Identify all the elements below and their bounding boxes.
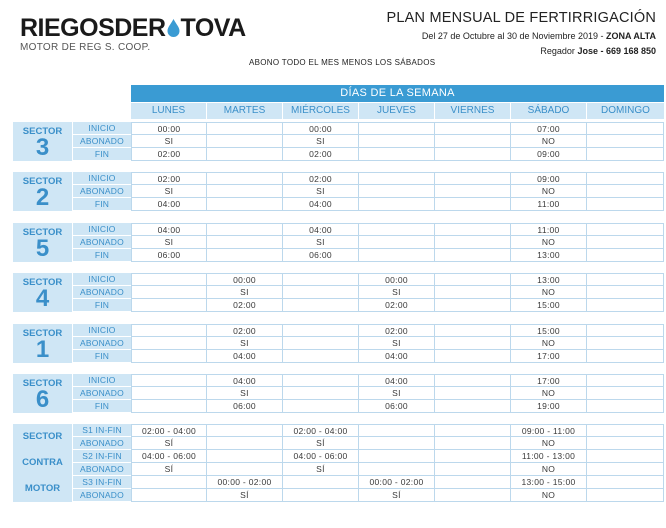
schedule-cell bbox=[435, 324, 511, 337]
row-label: FIN bbox=[73, 148, 131, 161]
schedule-cell: NO bbox=[511, 387, 587, 400]
schedule-cell bbox=[283, 273, 359, 286]
row-label: FIN bbox=[73, 198, 131, 211]
row-label: FIN bbox=[73, 299, 131, 312]
schedule-cell bbox=[587, 437, 664, 450]
bottom-cells bbox=[131, 424, 664, 502]
schedule-cell bbox=[587, 450, 664, 463]
schedule-cell bbox=[435, 198, 511, 211]
schedule-cell bbox=[435, 236, 511, 249]
schedule-cell: SÍ bbox=[131, 437, 207, 450]
schedule-cell: 11:00 bbox=[511, 223, 587, 236]
sector-badge bbox=[13, 374, 72, 413]
row-label: INICIO bbox=[73, 324, 131, 337]
schedule-cell bbox=[207, 135, 283, 148]
schedule-cell: 04:00 bbox=[207, 374, 283, 387]
schedule-cell bbox=[207, 437, 283, 450]
sector-badge bbox=[13, 223, 72, 262]
sector-cells bbox=[131, 172, 664, 211]
row-label: ABONADO bbox=[73, 489, 131, 502]
schedule-cell bbox=[587, 400, 664, 413]
row-labels bbox=[73, 172, 131, 211]
schedule-cell: 06:00 bbox=[359, 400, 435, 413]
sector-label: SECTOR bbox=[22, 328, 63, 339]
schedule-cell bbox=[435, 135, 511, 148]
schedule-cell bbox=[207, 463, 283, 476]
plan-regador: Regador Jose - 669 168 850 bbox=[540, 46, 656, 56]
schedule-cell bbox=[435, 400, 511, 413]
schedule-cell bbox=[587, 223, 664, 236]
table-row bbox=[131, 249, 664, 262]
schedule-cell: 13:00 - 15:00 bbox=[511, 476, 587, 489]
schedule-cell: 02:00 bbox=[359, 299, 435, 312]
schedule-cell: 00:00 - 02:00 bbox=[207, 476, 283, 489]
schedule-cell bbox=[435, 273, 511, 286]
schedule-cell: SI bbox=[207, 387, 283, 400]
schedule-cell: 04:00 - 06:00 bbox=[283, 450, 359, 463]
schedule-cell: SÍ bbox=[283, 437, 359, 450]
day-header-lunes: LUNES bbox=[131, 103, 207, 119]
schedule-cell: SÍ bbox=[131, 463, 207, 476]
schedule-cell bbox=[587, 299, 664, 312]
sector-number: 4 bbox=[35, 285, 50, 312]
table-row bbox=[131, 148, 664, 161]
schedule-cell bbox=[587, 324, 664, 337]
table-row bbox=[131, 387, 664, 400]
schedule-cell bbox=[587, 337, 664, 350]
table-row bbox=[131, 135, 664, 148]
schedule-cell: 02:00 bbox=[207, 299, 283, 312]
plan-header bbox=[387, 9, 656, 57]
row-labels bbox=[73, 374, 131, 413]
schedule-cell: 06:00 bbox=[283, 249, 359, 262]
row-label: FIN bbox=[73, 400, 131, 413]
row-label: ABONADO bbox=[73, 236, 131, 249]
schedule-cell: NO bbox=[511, 489, 587, 502]
schedule-cell: SI bbox=[207, 337, 283, 350]
row-label: ABONADO bbox=[73, 185, 131, 198]
day-header-martes: MARTES bbox=[207, 103, 283, 119]
schedule-cell: 17:00 bbox=[511, 374, 587, 387]
table-row bbox=[131, 400, 664, 413]
table-row bbox=[131, 223, 664, 236]
schedule-cell bbox=[359, 236, 435, 249]
row-label: INICIO bbox=[73, 172, 131, 185]
logo-subtitle: MOTOR DE REG S. COOP. bbox=[20, 42, 151, 53]
schedule-cell bbox=[207, 223, 283, 236]
schedule-cell: NO bbox=[511, 337, 587, 350]
schedule-cell: 04:00 bbox=[359, 350, 435, 363]
schedule-cell: 02:00 bbox=[131, 148, 207, 161]
schedule-cell bbox=[435, 350, 511, 363]
schedule-cell bbox=[359, 148, 435, 161]
schedule-cell bbox=[283, 324, 359, 337]
days-header: DÍAS DE LA SEMANA bbox=[131, 85, 664, 102]
row-label: ABONADO bbox=[73, 337, 131, 350]
row-label: S2 IN-FIN bbox=[73, 450, 131, 463]
schedule-cell bbox=[587, 172, 664, 185]
schedule-cell bbox=[359, 198, 435, 211]
schedule-cell: SI bbox=[283, 185, 359, 198]
schedule-cell bbox=[207, 236, 283, 249]
day-header-viernes: VIERNES bbox=[435, 103, 511, 119]
schedule-cell: 00:00 - 02:00 bbox=[359, 476, 435, 489]
schedule-cell bbox=[587, 185, 664, 198]
schedule-cell bbox=[435, 299, 511, 312]
schedule-cell bbox=[359, 135, 435, 148]
schedule-cell: 09:00 - 11:00 bbox=[511, 424, 587, 437]
schedule-cell: 02:00 bbox=[131, 172, 207, 185]
schedule-cell bbox=[435, 463, 511, 476]
schedule-cell: NO bbox=[511, 135, 587, 148]
schedule-cell: SÍ bbox=[283, 463, 359, 476]
schedule-cell bbox=[359, 185, 435, 198]
schedule-cell bbox=[131, 476, 207, 489]
schedule-cell bbox=[587, 489, 664, 502]
schedule-cell: 00:00 bbox=[131, 122, 207, 135]
row-labels bbox=[73, 273, 131, 312]
schedule-cell: 04:00 bbox=[283, 198, 359, 211]
schedule-cell bbox=[435, 387, 511, 400]
schedule-cell: SÍ bbox=[359, 489, 435, 502]
schedule-cell: NO bbox=[511, 236, 587, 249]
schedule-cell: 15:00 bbox=[511, 299, 587, 312]
sector-cells bbox=[131, 324, 664, 363]
table-row bbox=[131, 324, 664, 337]
day-header-domingo: DOMINGO bbox=[587, 103, 664, 119]
row-label: FIN bbox=[73, 350, 131, 363]
schedule-cell bbox=[359, 223, 435, 236]
table-row bbox=[131, 273, 664, 286]
schedule-cell: 04:00 bbox=[359, 374, 435, 387]
schedule-cell bbox=[587, 286, 664, 299]
sector-cells bbox=[131, 122, 664, 161]
schedule-cell: 04:00 bbox=[283, 223, 359, 236]
table-row bbox=[131, 350, 664, 363]
table-row bbox=[131, 185, 664, 198]
schedule-cell bbox=[359, 450, 435, 463]
sector-badge bbox=[13, 172, 72, 211]
schedule-cell bbox=[131, 273, 207, 286]
schedule-cell: 02:00 bbox=[359, 324, 435, 337]
schedule-cell: SÍ bbox=[207, 489, 283, 502]
schedule-cell bbox=[131, 299, 207, 312]
schedule-cell: 00:00 bbox=[283, 122, 359, 135]
schedule-cell bbox=[283, 489, 359, 502]
sector-number: 1 bbox=[35, 336, 50, 363]
row-label: S3 IN-FIN bbox=[73, 476, 131, 489]
schedule-cell: 02:00 - 04:00 bbox=[283, 424, 359, 437]
schedule-cell bbox=[131, 374, 207, 387]
table-row bbox=[131, 489, 664, 502]
row-label: INICIO bbox=[73, 223, 131, 236]
sector-label: SECTOR bbox=[22, 277, 63, 288]
schedule-cell bbox=[435, 185, 511, 198]
schedule-cell: 17:00 bbox=[511, 350, 587, 363]
table-row bbox=[131, 286, 664, 299]
table-row bbox=[131, 299, 664, 312]
schedule-cell bbox=[587, 273, 664, 286]
row-label: INICIO bbox=[73, 273, 131, 286]
schedule-cell: 15:00 bbox=[511, 324, 587, 337]
schedule-cell bbox=[359, 249, 435, 262]
schedule-cell: NO bbox=[511, 185, 587, 198]
sector-badge bbox=[13, 122, 72, 161]
table-row bbox=[131, 450, 664, 463]
schedule-cell bbox=[435, 122, 511, 135]
schedule-cell: 02:00 bbox=[207, 324, 283, 337]
schedule-cell bbox=[207, 249, 283, 262]
row-label: ABONADO bbox=[73, 135, 131, 148]
table-row bbox=[131, 236, 664, 249]
schedule-cell: SI bbox=[283, 135, 359, 148]
schedule-cell: SI bbox=[283, 236, 359, 249]
schedule-cell bbox=[435, 223, 511, 236]
table-row bbox=[131, 463, 664, 476]
schedule-cell bbox=[435, 337, 511, 350]
bottom-group-label: SECTOR bbox=[13, 424, 72, 450]
row-label: INICIO bbox=[73, 374, 131, 387]
schedule-cell bbox=[359, 424, 435, 437]
schedule-cell: NO bbox=[511, 437, 587, 450]
schedule-cell: SI bbox=[359, 286, 435, 299]
schedule-cell bbox=[283, 374, 359, 387]
schedule-cell bbox=[283, 286, 359, 299]
schedule-cell: NO bbox=[511, 463, 587, 476]
schedule-cell bbox=[131, 324, 207, 337]
table-row bbox=[131, 172, 664, 185]
table-row bbox=[131, 337, 664, 350]
schedule-cell: SI bbox=[131, 135, 207, 148]
sector-number: 2 bbox=[35, 184, 50, 211]
schedule-cell bbox=[587, 424, 664, 437]
schedule-cell bbox=[359, 437, 435, 450]
schedule-cell: 09:00 bbox=[511, 148, 587, 161]
table-row bbox=[131, 122, 664, 135]
sector-badge bbox=[13, 273, 72, 312]
company-logo bbox=[20, 14, 246, 55]
row-label: S1 IN-FIN bbox=[73, 424, 131, 437]
schedule-cell bbox=[131, 400, 207, 413]
schedule-cell bbox=[435, 286, 511, 299]
sector-label: SECTOR bbox=[22, 227, 63, 238]
row-label: ABONADO bbox=[73, 286, 131, 299]
schedule-cell bbox=[587, 476, 664, 489]
schedule-cell: 06:00 bbox=[207, 400, 283, 413]
row-label: ABONADO bbox=[73, 437, 131, 450]
schedule-cell bbox=[587, 236, 664, 249]
sector-label: SECTOR bbox=[22, 126, 63, 137]
schedule-cell bbox=[207, 148, 283, 161]
schedule-cell bbox=[435, 450, 511, 463]
sector-badge bbox=[13, 324, 72, 363]
schedule-cell bbox=[207, 185, 283, 198]
sector-number: 3 bbox=[35, 134, 50, 161]
schedule-cell bbox=[435, 249, 511, 262]
schedule-cell bbox=[207, 450, 283, 463]
bottom-group-label: CONTRA bbox=[13, 450, 72, 476]
schedule-cell bbox=[207, 122, 283, 135]
day-header-jueves: JUEVES bbox=[359, 103, 435, 119]
row-labels bbox=[73, 424, 131, 502]
schedule-cell bbox=[587, 387, 664, 400]
schedule-cell bbox=[587, 350, 664, 363]
schedule-cell: SI bbox=[131, 236, 207, 249]
schedule-cell bbox=[587, 463, 664, 476]
schedule-cell bbox=[207, 424, 283, 437]
schedule-cell: NO bbox=[511, 286, 587, 299]
schedule-cell: 11:00 - 13:00 bbox=[511, 450, 587, 463]
schedule-cell bbox=[359, 463, 435, 476]
schedule-cell bbox=[435, 148, 511, 161]
schedule-cell: 02:00 bbox=[283, 172, 359, 185]
schedule-cell bbox=[131, 337, 207, 350]
sector-label: SECTOR bbox=[22, 176, 63, 187]
day-header-sábado: SÁBADO bbox=[511, 103, 587, 119]
schedule-cell: 04:00 bbox=[131, 198, 207, 211]
table-row bbox=[131, 374, 664, 387]
schedule-cell: 00:00 bbox=[207, 273, 283, 286]
schedule-cell bbox=[435, 476, 511, 489]
sector-label: SECTOR bbox=[22, 378, 63, 389]
schedule-cell bbox=[283, 337, 359, 350]
sector-cells bbox=[131, 223, 664, 262]
schedule-cell: 00:00 bbox=[359, 273, 435, 286]
schedule-cell: SI bbox=[359, 337, 435, 350]
schedule-cell bbox=[283, 387, 359, 400]
schedule-cell: 06:00 bbox=[131, 249, 207, 262]
schedule-cell bbox=[587, 122, 664, 135]
schedule-cell bbox=[131, 350, 207, 363]
row-labels bbox=[73, 324, 131, 363]
schedule-cell: 19:00 bbox=[511, 400, 587, 413]
logo-wordmark: RIEGOSDER TOVA bbox=[20, 14, 246, 42]
schedule-cell bbox=[359, 122, 435, 135]
schedule-cell bbox=[131, 387, 207, 400]
schedule-cell bbox=[283, 299, 359, 312]
schedule-cell: 11:00 bbox=[511, 198, 587, 211]
water-drop-icon bbox=[166, 18, 181, 38]
schedule-cell: 02:00 - 04:00 bbox=[131, 424, 207, 437]
schedule-cell: 02:00 bbox=[283, 148, 359, 161]
schedule-cell: 09:00 bbox=[511, 172, 587, 185]
schedule-cell: SI bbox=[207, 286, 283, 299]
schedule-cell bbox=[435, 374, 511, 387]
bottom-group-label: MOTOR bbox=[13, 476, 72, 502]
schedule-cell bbox=[283, 476, 359, 489]
sector-number: 5 bbox=[35, 235, 50, 262]
schedule-cell: 07:00 bbox=[511, 122, 587, 135]
table-row bbox=[131, 476, 664, 489]
schedule-cell: 04:00 bbox=[207, 350, 283, 363]
schedule-cell bbox=[435, 424, 511, 437]
row-labels bbox=[73, 223, 131, 262]
schedule-cell bbox=[207, 172, 283, 185]
table-row bbox=[131, 437, 664, 450]
schedule-cell: 04:00 bbox=[131, 223, 207, 236]
abono-note: ABONO TODO EL MES MENOS LOS SÁBADOS bbox=[249, 58, 436, 67]
schedule-cell bbox=[207, 198, 283, 211]
schedule-cell bbox=[131, 286, 207, 299]
row-label: INICIO bbox=[73, 122, 131, 135]
schedule-cell bbox=[435, 489, 511, 502]
sector-number: 6 bbox=[35, 386, 50, 413]
schedule-cell bbox=[587, 135, 664, 148]
day-header-miércoles: MIÉRCOLES bbox=[283, 103, 359, 119]
schedule-cell: 13:00 bbox=[511, 273, 587, 286]
sector-cells bbox=[131, 374, 664, 413]
row-label: FIN bbox=[73, 249, 131, 262]
schedule-cell bbox=[283, 400, 359, 413]
schedule-cell: SI bbox=[131, 185, 207, 198]
days-row bbox=[131, 103, 664, 119]
schedule-cell bbox=[587, 198, 664, 211]
row-label: ABONADO bbox=[73, 387, 131, 400]
sector-cells bbox=[131, 273, 664, 312]
row-label: ABONADO bbox=[73, 463, 131, 476]
schedule-cell bbox=[131, 489, 207, 502]
schedule-cell bbox=[587, 148, 664, 161]
table-row bbox=[131, 424, 664, 437]
schedule-cell bbox=[283, 350, 359, 363]
table-row bbox=[131, 198, 664, 211]
schedule-cell bbox=[587, 374, 664, 387]
schedule-cell: 13:00 bbox=[511, 249, 587, 262]
row-labels bbox=[73, 122, 131, 161]
schedule-cell bbox=[435, 437, 511, 450]
schedule-cell: SI bbox=[359, 387, 435, 400]
plan-dates: Del 27 de Octubre al 30 de Noviembre 2019 - ZONA ALTA bbox=[421, 31, 656, 41]
schedule-cell bbox=[435, 172, 511, 185]
schedule-cell bbox=[359, 172, 435, 185]
schedule-cell bbox=[587, 249, 664, 262]
page-title: PLAN MENSUAL DE FERTIRRIGACIÓN bbox=[386, 10, 656, 26]
schedule-cell: 04:00 - 06:00 bbox=[131, 450, 207, 463]
